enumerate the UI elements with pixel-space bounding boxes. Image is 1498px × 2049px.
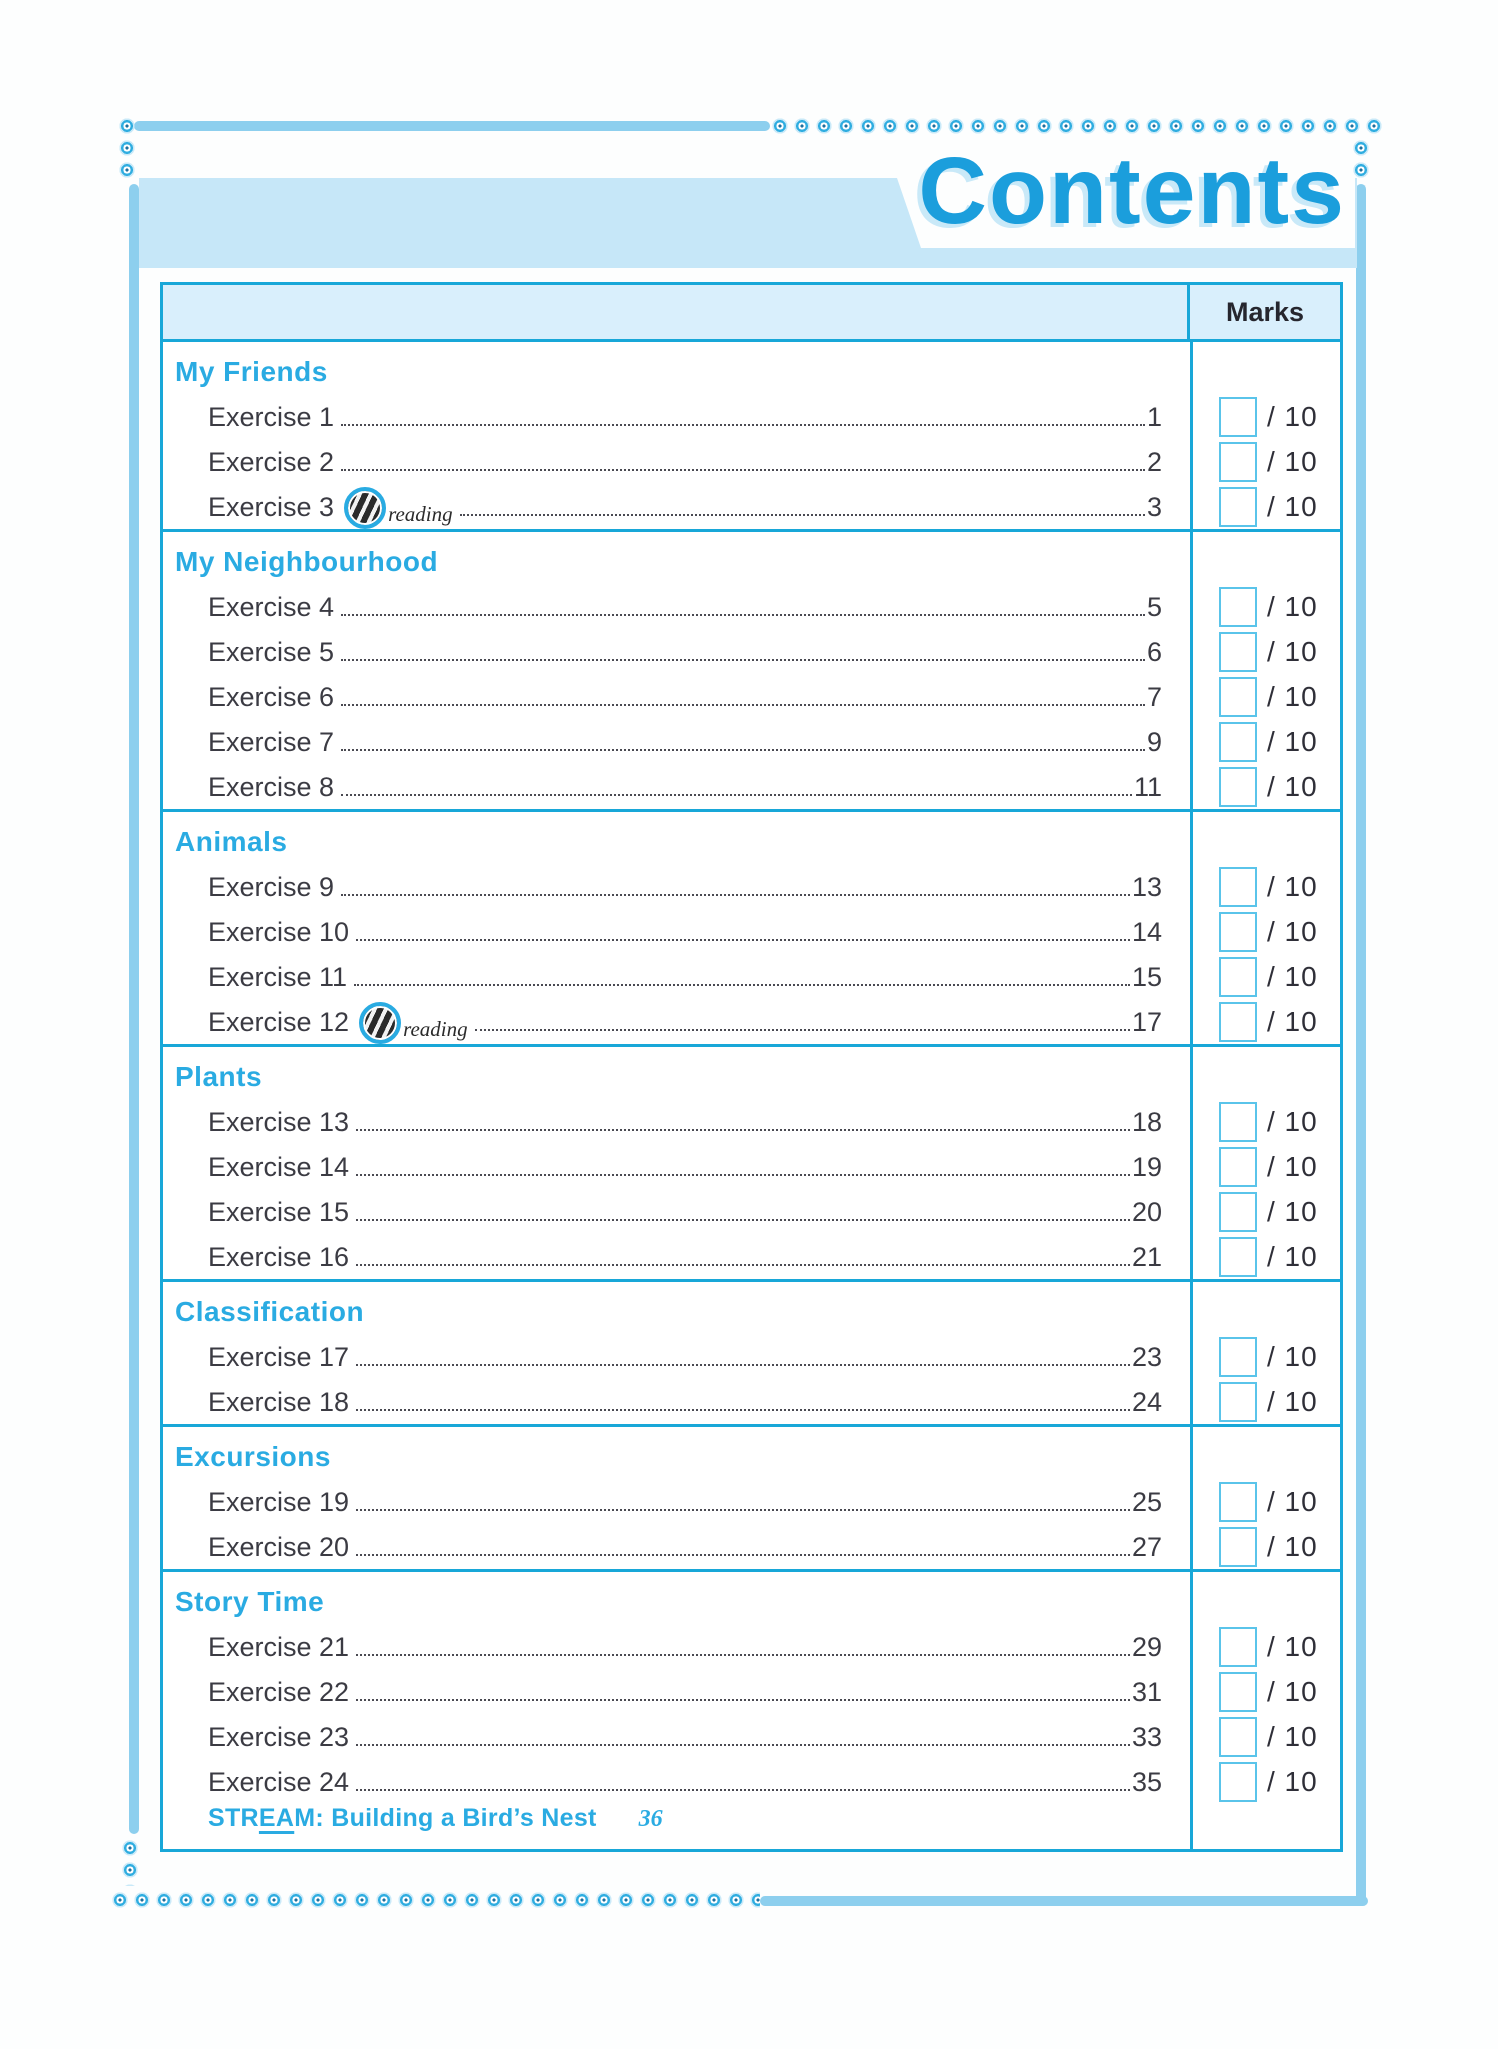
page-number: 3: [1146, 492, 1162, 523]
marks-box: [1219, 1002, 1257, 1042]
toc-section: [163, 1047, 1340, 1282]
page-number: 20: [1131, 1197, 1162, 1228]
exercise-row: [175, 1334, 1162, 1379]
marks-box: [1219, 1382, 1257, 1422]
exercise-row: [175, 719, 1162, 764]
section-title: My Neighbourhood: [175, 546, 439, 577]
section-title: Story Time: [175, 1586, 325, 1617]
dotted-leader: [341, 424, 1145, 426]
dotted-leader: [341, 749, 1145, 751]
exercise-label: Exercise 11: [208, 962, 348, 993]
exercise-label: Exercise 10: [208, 917, 350, 948]
marks-spacer: [1193, 812, 1340, 864]
page-number: 11: [1133, 772, 1162, 803]
page-number: 15: [1131, 962, 1162, 993]
exercise-label: Exercise 16: [208, 1242, 350, 1273]
marks-denominator: / 10: [1267, 870, 1318, 902]
toc-section: [163, 342, 1340, 532]
toc-section: [163, 1427, 1340, 1572]
footer-series-prefix: STR: [208, 1804, 259, 1832]
exercise-label: Exercise 22: [208, 1677, 350, 1708]
marks-spacer: [1193, 342, 1340, 394]
marks-spacer: [1193, 1572, 1340, 1624]
border-top-bar: [134, 121, 770, 131]
marks-denominator: / 10: [1267, 490, 1318, 522]
marks-box: [1219, 442, 1257, 482]
exercise-row: [175, 1099, 1162, 1144]
marks-row: [1193, 439, 1340, 484]
marks-box: [1219, 767, 1257, 807]
marks-denominator: / 10: [1267, 1485, 1318, 1517]
marks-denominator: / 10: [1267, 1105, 1318, 1137]
marks-row: [1193, 674, 1340, 719]
marks-column: [1190, 1572, 1340, 1849]
dotted-leader: [341, 614, 1145, 616]
border-top-dots: [772, 118, 1382, 134]
marks-row: [1193, 584, 1340, 629]
page-number: 17: [1131, 1007, 1162, 1038]
exercise-row: [175, 999, 1162, 1044]
book-footer: [175, 1804, 1162, 1849]
marks-box: [1219, 1762, 1257, 1802]
exercise-row: [175, 954, 1162, 999]
page-number: 31: [1131, 1677, 1162, 1708]
marks-denominator: / 10: [1267, 400, 1318, 432]
marks-row: [1193, 1099, 1340, 1144]
marks-row: [1193, 1624, 1340, 1669]
exercise-row: [175, 1524, 1162, 1569]
marks-box: [1219, 722, 1257, 762]
marks-box: [1219, 1672, 1257, 1712]
page-number: 24: [1131, 1387, 1162, 1418]
reading-icon: [359, 1002, 401, 1044]
marks-row: [1193, 1144, 1340, 1189]
marks-row: [1193, 1379, 1340, 1424]
marks-row: [1193, 1759, 1340, 1804]
marks-denominator: / 10: [1267, 1385, 1318, 1417]
marks-box: [1219, 632, 1257, 672]
exercise-label: Exercise 8: [208, 772, 335, 803]
toc-section: [163, 532, 1340, 812]
marks-box: [1219, 1482, 1257, 1522]
marks-row: [1193, 394, 1340, 439]
toc-section-content: [163, 1427, 1190, 1569]
toc-section-content: [163, 532, 1190, 809]
marks-box: [1219, 912, 1257, 952]
dotted-leader: [356, 1654, 1130, 1656]
marks-denominator: / 10: [1267, 960, 1318, 992]
dotted-leader: [356, 1219, 1130, 1221]
footer-series-suffix: M: Building a Bird’s Nest: [294, 1804, 597, 1832]
exercise-label: Exercise 23: [208, 1722, 350, 1753]
marks-box: [1219, 677, 1257, 717]
page-number: 29: [1131, 1632, 1162, 1663]
marks-spacer: [1193, 1047, 1340, 1099]
page-number: 6: [1146, 637, 1162, 668]
marks-denominator: / 10: [1267, 680, 1318, 712]
dotted-leader: [356, 1129, 1130, 1131]
page-number: 35: [1131, 1767, 1162, 1798]
page-number: 21: [1131, 1242, 1162, 1273]
exercise-label: Exercise 24: [208, 1767, 350, 1798]
marks-box: [1219, 1102, 1257, 1142]
dotted-leader: [356, 1364, 1130, 1366]
marks-column: [1190, 1427, 1340, 1569]
exercise-row: [175, 1379, 1162, 1424]
marks-row: [1193, 864, 1340, 909]
exercise-row: [175, 1189, 1162, 1234]
reading-icon-label: reading: [388, 502, 453, 526]
marks-row: [1193, 1189, 1340, 1234]
reading-icon-label: reading: [403, 1017, 468, 1041]
exercise-row: [175, 909, 1162, 954]
marks-denominator: / 10: [1267, 445, 1318, 477]
exercise-label: Exercise 15: [208, 1197, 350, 1228]
marks-denominator: / 10: [1267, 1530, 1318, 1562]
marks-row: [1193, 954, 1340, 999]
page-number: 9: [1146, 727, 1162, 758]
section-title: Excursions: [175, 1441, 331, 1472]
marks-row: [1193, 1334, 1340, 1379]
dotted-leader: [356, 1744, 1130, 1746]
marks-spacer: [1193, 1282, 1340, 1334]
marks-denominator: / 10: [1267, 635, 1318, 667]
dotted-leader: [341, 704, 1145, 706]
marks-column: [1190, 532, 1340, 809]
exercise-row: [175, 764, 1162, 809]
exercise-label: Exercise 12: [208, 1007, 350, 1038]
page-number: 1: [1146, 402, 1162, 433]
dotted-leader: [356, 1789, 1130, 1791]
page-number: 7: [1146, 682, 1162, 713]
toc-section: [163, 1282, 1340, 1427]
exercise-label: Exercise 19: [208, 1487, 350, 1518]
exercise-label: Exercise 17: [208, 1342, 350, 1373]
exercise-row: [175, 674, 1162, 719]
marks-row: [1193, 764, 1340, 809]
border-top-left-dots: [119, 118, 135, 184]
dotted-leader: [356, 1699, 1130, 1701]
marks-spacer: [1193, 532, 1340, 584]
section-title: Plants: [175, 1061, 263, 1092]
exercise-row: [175, 864, 1162, 909]
marks-box: [1219, 1627, 1257, 1667]
page-number: 27: [1131, 1532, 1162, 1563]
marks-denominator: / 10: [1267, 1195, 1318, 1227]
marks-row: [1193, 999, 1340, 1044]
marks-box: [1219, 1237, 1257, 1277]
exercise-row: [175, 1144, 1162, 1189]
toc-table-header: [163, 285, 1340, 342]
page-number: 33: [1131, 1722, 1162, 1753]
exercise-label: Exercise 13: [208, 1107, 350, 1138]
exercise-label: Exercise 6: [208, 682, 335, 713]
toc-header-empty-cell: [163, 285, 1187, 339]
marks-denominator: / 10: [1267, 725, 1318, 757]
footer-series-underlined: EA: [258, 1804, 295, 1832]
border-bottom-dots: [112, 1892, 760, 1908]
dotted-leader: [356, 939, 1130, 941]
page-title: Contents: [918, 138, 1346, 244]
exercise-row: [175, 629, 1162, 674]
marks-denominator: / 10: [1267, 590, 1318, 622]
marks-row: [1193, 1714, 1340, 1759]
exercise-label: Exercise 1: [208, 402, 335, 433]
border-left-bar: [129, 184, 139, 1834]
toc-section-content: [163, 1282, 1190, 1424]
marks-column: [1190, 342, 1340, 529]
marks-column: [1190, 812, 1340, 1044]
section-title: Classification: [175, 1296, 365, 1327]
footer-page-number: 36: [638, 1806, 663, 1832]
section-title: My Friends: [175, 356, 328, 387]
exercise-label: Exercise 14: [208, 1152, 350, 1183]
toc-section: [163, 812, 1340, 1047]
page-number: 25: [1131, 1487, 1162, 1518]
page-number: 5: [1146, 592, 1162, 623]
dotted-leader: [356, 1264, 1130, 1266]
toc-section-content: [163, 1047, 1190, 1279]
section-title: Animals: [175, 826, 288, 857]
exercise-label: Exercise 21: [208, 1632, 350, 1663]
marks-box: [1219, 1192, 1257, 1232]
marks-box: [1219, 397, 1257, 437]
dotted-leader: [341, 469, 1145, 471]
exercise-label: Exercise 9: [208, 872, 335, 903]
page-number: 23: [1131, 1342, 1162, 1373]
marks-denominator: / 10: [1267, 1240, 1318, 1272]
exercise-row: [175, 1479, 1162, 1524]
page-number: 13: [1131, 872, 1162, 903]
toc-table: [160, 282, 1343, 1852]
marks-box: [1219, 587, 1257, 627]
marks-row: [1193, 1524, 1340, 1569]
marks-row: [1193, 1479, 1340, 1524]
footer-series-title: [208, 1804, 597, 1833]
exercise-row: [175, 584, 1162, 629]
marks-box: [1219, 867, 1257, 907]
toc-sections: [163, 342, 1340, 1849]
dotted-leader: [341, 894, 1130, 896]
exercise-row: [175, 1714, 1162, 1759]
dotted-leader: [341, 659, 1145, 661]
border-bottom-left-dots: [122, 1840, 138, 1886]
dotted-leader: [354, 984, 1130, 986]
marks-box: [1219, 1527, 1257, 1567]
marks-box: [1219, 1717, 1257, 1757]
border-right-bar: [1356, 184, 1366, 1906]
border-bottom-bar: [760, 1896, 1368, 1906]
dotted-leader: [475, 1029, 1130, 1031]
marks-box: [1219, 1337, 1257, 1377]
exercise-label: Exercise 18: [208, 1387, 350, 1418]
marks-box: [1219, 487, 1257, 527]
marks-row: [1193, 1669, 1340, 1714]
dotted-leader: [341, 794, 1132, 796]
toc-section-content: [163, 812, 1190, 1044]
marks-box: [1219, 1147, 1257, 1187]
dotted-leader: [356, 1509, 1130, 1511]
marks-column: [1190, 1282, 1340, 1424]
exercise-row: [175, 394, 1162, 439]
marks-denominator: / 10: [1267, 1005, 1318, 1037]
marks-spacer: [1193, 1427, 1340, 1479]
exercise-label: Exercise 5: [208, 637, 335, 668]
marks-denominator: / 10: [1267, 1765, 1318, 1797]
page-number: 19: [1131, 1152, 1162, 1183]
page-number: 18: [1131, 1107, 1162, 1138]
exercise-row: [175, 1669, 1162, 1714]
exercise-label: Exercise 20: [208, 1532, 350, 1563]
page-number: 14: [1131, 917, 1162, 948]
dotted-leader: [356, 1174, 1130, 1176]
marks-denominator: / 10: [1267, 1630, 1318, 1662]
marks-row: [1193, 909, 1340, 954]
exercise-row: [175, 1759, 1162, 1804]
exercise-label: Exercise 4: [208, 592, 335, 623]
page-number: 2: [1146, 447, 1162, 478]
exercise-row: [175, 484, 1162, 529]
exercise-row: [175, 1624, 1162, 1669]
toc-section: [163, 1572, 1340, 1849]
marks-row: [1193, 719, 1340, 764]
marks-row: [1193, 1234, 1340, 1279]
marks-row: [1193, 484, 1340, 529]
marks-denominator: / 10: [1267, 1150, 1318, 1182]
marks-denominator: / 10: [1267, 1340, 1318, 1372]
toc-section-content: [163, 342, 1190, 529]
exercise-label: Exercise 3: [208, 492, 335, 523]
reading-icon: [344, 487, 386, 529]
dotted-leader: [356, 1409, 1130, 1411]
marks-column-header: Marks: [1187, 285, 1340, 339]
marks-denominator: / 10: [1267, 770, 1318, 802]
marks-column: [1190, 1047, 1340, 1279]
dotted-leader: [460, 514, 1145, 516]
dotted-leader: [356, 1554, 1130, 1556]
exercise-row: [175, 439, 1162, 484]
marks-denominator: / 10: [1267, 1675, 1318, 1707]
marks-denominator: / 10: [1267, 915, 1318, 947]
marks-row: [1193, 629, 1340, 674]
marks-box: [1219, 957, 1257, 997]
exercise-label: Exercise 7: [208, 727, 335, 758]
marks-denominator: / 10: [1267, 1720, 1318, 1752]
exercise-label: Exercise 2: [208, 447, 335, 478]
toc-section-content: [163, 1572, 1190, 1849]
exercise-row: [175, 1234, 1162, 1279]
